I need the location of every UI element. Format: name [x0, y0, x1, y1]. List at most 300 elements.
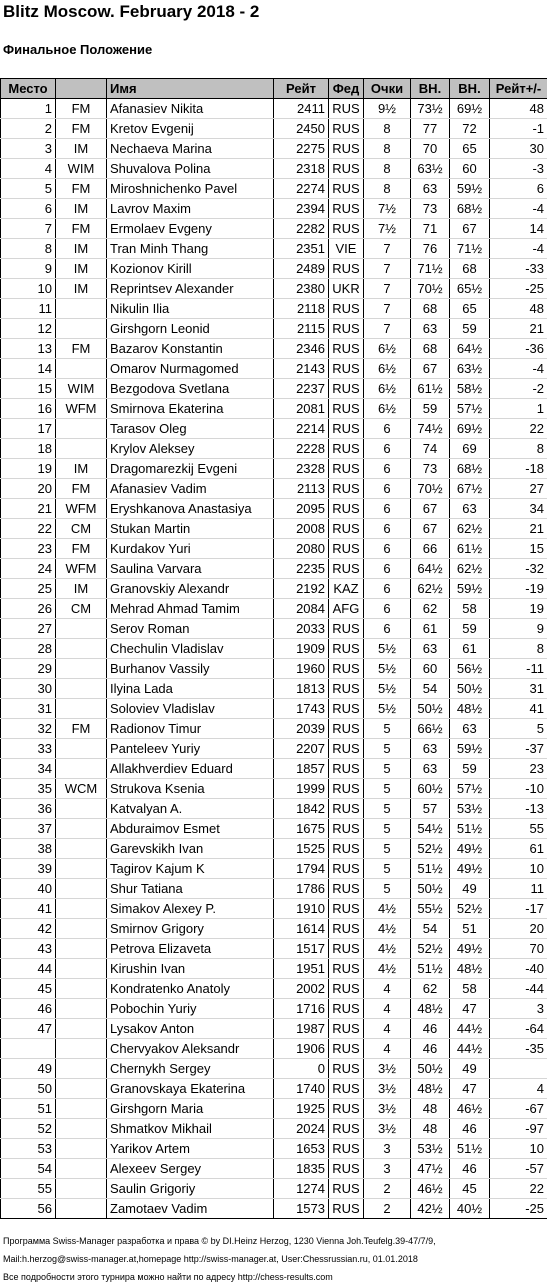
cell-points: 2 [364, 1179, 411, 1199]
cell-title: IM [56, 259, 107, 279]
cell-points: 6½ [364, 339, 411, 359]
cell-tiebreak-2: 62½ [450, 519, 490, 539]
cell-title [56, 859, 107, 879]
table-row [1, 839, 547, 859]
cell-name: Krylov Aleksey [107, 439, 274, 459]
cell-tiebreak-2: 58 [450, 979, 490, 999]
cell-title: FM [56, 719, 107, 739]
cell-points: 6 [364, 439, 411, 459]
cell-federation: RUS [329, 219, 364, 239]
table-row [1, 859, 547, 879]
cell-title [56, 899, 107, 919]
cell-tiebreak-1: 64½ [411, 559, 450, 579]
cell-rating: 1716 [274, 999, 329, 1019]
cell-name: Alexeev Sergey [107, 1159, 274, 1179]
cell-name: Simakov Alexey P. [107, 899, 274, 919]
table-row [1, 1099, 547, 1119]
cell-tiebreak-1: 48½ [411, 999, 450, 1019]
cell-name: Saulina Varvara [107, 559, 274, 579]
cell-rating-change: 11 [490, 879, 547, 899]
cell-name: Afanasiev Vadim [107, 479, 274, 499]
cell-rating-change: -25 [490, 279, 547, 299]
cell-rating: 0 [274, 1059, 329, 1079]
cell-rating: 2318 [274, 159, 329, 179]
cell-rating-change: 27 [490, 479, 547, 499]
cell-federation: RUS [329, 619, 364, 639]
cell-place: 3 [1, 139, 56, 159]
cell-tiebreak-1: 48 [411, 1119, 450, 1139]
cell-name: Katvalyan A. [107, 799, 274, 819]
cell-place: 23 [1, 539, 56, 559]
cell-name: Afanasiev Nikita [107, 99, 274, 119]
cell-tiebreak-2: 46½ [450, 1099, 490, 1119]
cell-title: WFM [56, 559, 107, 579]
cell-points: 6½ [364, 399, 411, 419]
cell-rating-change: -40 [490, 959, 547, 979]
cell-points: 8 [364, 139, 411, 159]
footer-line: Все подробности этого турнира можно найти по адресу http://chess-results.com [3, 1272, 333, 1282]
cell-title [56, 1079, 107, 1099]
cell-place: 43 [1, 939, 56, 959]
cell-tiebreak-1: 48 [411, 1099, 450, 1119]
cell-name: Shuvalova Polina [107, 159, 274, 179]
table-row [1, 299, 547, 319]
cell-name: Eryshkanova Anastasiya [107, 499, 274, 519]
page-subtitle: Финальное Положение [3, 42, 153, 57]
cell-rating: 2351 [274, 239, 329, 259]
cell-place: 40 [1, 879, 56, 899]
cell-name: Girshgorn Leonid [107, 319, 274, 339]
cell-tiebreak-1: 52½ [411, 839, 450, 859]
cell-tiebreak-1: 54 [411, 919, 450, 939]
cell-tiebreak-1: 61½ [411, 379, 450, 399]
cell-title [56, 1179, 107, 1199]
cell-rating: 2143 [274, 359, 329, 379]
cell-title: CM [56, 599, 107, 619]
cell-rating-change: 8 [490, 639, 547, 659]
cell-title [56, 959, 107, 979]
cell-title [56, 1039, 107, 1059]
cell-federation: RUS [329, 339, 364, 359]
cell-rating-change: 21 [490, 519, 547, 539]
cell-title: WCM [56, 779, 107, 799]
cell-name: Smirnova Ekaterina [107, 399, 274, 419]
cell-rating: 1910 [274, 899, 329, 919]
table-row [1, 819, 547, 839]
cell-name: Bezgodova Svetlana [107, 379, 274, 399]
cell-rating-change: 22 [490, 419, 547, 439]
cell-tiebreak-2: 49½ [450, 839, 490, 859]
cell-points: 4 [364, 999, 411, 1019]
cell-federation: RUS [329, 479, 364, 499]
cell-name: Abduraimov Esmet [107, 819, 274, 839]
cell-place: 30 [1, 679, 56, 699]
standings-table [0, 78, 547, 1219]
cell-name: Serov Roman [107, 619, 274, 639]
cell-rating: 1909 [274, 639, 329, 659]
cell-name: Chernykh Sergey [107, 1059, 274, 1079]
cell-tiebreak-1: 50½ [411, 1059, 450, 1079]
cell-federation: RUS [329, 799, 364, 819]
cell-rating-change: 70 [490, 939, 547, 959]
table-row [1, 879, 547, 899]
cell-tiebreak-1: 52½ [411, 939, 450, 959]
cell-title: FM [56, 539, 107, 559]
cell-tiebreak-1: 47½ [411, 1159, 450, 1179]
cell-title [56, 1199, 107, 1219]
cell-place: 14 [1, 359, 56, 379]
cell-tiebreak-2: 51 [450, 919, 490, 939]
cell-points: 7½ [364, 219, 411, 239]
table-row [1, 579, 547, 599]
table-row [1, 459, 547, 479]
cell-federation: RUS [329, 119, 364, 139]
cell-tiebreak-1: 70½ [411, 279, 450, 299]
cell-tiebreak-2: 67 [450, 219, 490, 239]
cell-tiebreak-2: 72 [450, 119, 490, 139]
cell-rating-change: 30 [490, 139, 547, 159]
cell-title [56, 419, 107, 439]
table-row [1, 539, 547, 559]
table-row [1, 659, 547, 679]
cell-rating-change: -33 [490, 259, 547, 279]
cell-tiebreak-1: 68 [411, 339, 450, 359]
cell-tiebreak-1: 63 [411, 639, 450, 659]
cell-rating-change: 1 [490, 399, 547, 419]
cell-title: FM [56, 479, 107, 499]
cell-tiebreak-2: 47 [450, 999, 490, 1019]
cell-place: 49 [1, 1059, 56, 1079]
cell-rating-change: 3 [490, 999, 547, 1019]
cell-tiebreak-1: 63 [411, 739, 450, 759]
cell-rating: 1614 [274, 919, 329, 939]
table-row [1, 179, 547, 199]
cell-place: 2 [1, 119, 56, 139]
cell-name: Yarikov Artem [107, 1139, 274, 1159]
cell-name: Ermolaev Evgeny [107, 219, 274, 239]
table-row [1, 99, 547, 119]
cell-tiebreak-1: 57 [411, 799, 450, 819]
cell-title [56, 1119, 107, 1139]
cell-title: FM [56, 219, 107, 239]
cell-rating-change: 31 [490, 679, 547, 699]
cell-rating: 1857 [274, 759, 329, 779]
cell-tiebreak-1: 48½ [411, 1079, 450, 1099]
cell-points: 4½ [364, 939, 411, 959]
cell-tiebreak-1: 42½ [411, 1199, 450, 1219]
cell-tiebreak-1: 74 [411, 439, 450, 459]
table-row [1, 1119, 547, 1139]
cell-points: 5 [364, 859, 411, 879]
cell-rating-change: -4 [490, 199, 547, 219]
cell-tiebreak-2: 64½ [450, 339, 490, 359]
table-row [1, 1199, 547, 1219]
cell-rating-change: -97 [490, 1119, 547, 1139]
cell-name: Kirushin Ivan [107, 959, 274, 979]
col-header-place: Место [1, 79, 56, 99]
cell-tiebreak-2: 63 [450, 499, 490, 519]
cell-rating: 1653 [274, 1139, 329, 1159]
cell-rating: 1951 [274, 959, 329, 979]
cell-rating: 1786 [274, 879, 329, 899]
cell-federation: RUS [329, 699, 364, 719]
cell-tiebreak-2: 49 [450, 879, 490, 899]
cell-name: Tagirov Kajum K [107, 859, 274, 879]
cell-rating: 1675 [274, 819, 329, 839]
table-row [1, 199, 547, 219]
cell-title [56, 759, 107, 779]
col-header-title [56, 79, 107, 99]
cell-tiebreak-2: 46 [450, 1119, 490, 1139]
cell-tiebreak-1: 60½ [411, 779, 450, 799]
cell-name: Dragomarezkij Evgeni [107, 459, 274, 479]
cell-points: 5½ [364, 639, 411, 659]
cell-tiebreak-2: 53½ [450, 799, 490, 819]
cell-tiebreak-2: 59 [450, 319, 490, 339]
table-row [1, 1139, 547, 1159]
cell-place: 13 [1, 339, 56, 359]
cell-place: 47 [1, 1019, 56, 1039]
cell-place: 45 [1, 979, 56, 999]
cell-rating-change: 9 [490, 619, 547, 639]
cell-federation: RUS [329, 879, 364, 899]
cell-rating-change: 19 [490, 599, 547, 619]
cell-rating-change: -25 [490, 1199, 547, 1219]
cell-federation: RUS [329, 779, 364, 799]
cell-tiebreak-1: 46½ [411, 1179, 450, 1199]
table-row [1, 1039, 547, 1059]
cell-title [56, 299, 107, 319]
cell-rating-change: -3 [490, 159, 547, 179]
cell-federation: RUS [329, 1119, 364, 1139]
table-row [1, 939, 547, 959]
table-header-row [1, 79, 547, 99]
cell-tiebreak-2: 62½ [450, 559, 490, 579]
cell-title: WFM [56, 499, 107, 519]
table-row [1, 779, 547, 799]
cell-place: 11 [1, 299, 56, 319]
table-row [1, 899, 547, 919]
cell-rating: 2346 [274, 339, 329, 359]
cell-points: 6 [364, 619, 411, 639]
cell-points: 6 [364, 419, 411, 439]
cell-points: 6 [364, 599, 411, 619]
cell-points: 3 [364, 1139, 411, 1159]
cell-federation: RUS [329, 419, 364, 439]
cell-federation: RUS [329, 819, 364, 839]
cell-place: 37 [1, 819, 56, 839]
cell-rating: 1573 [274, 1199, 329, 1219]
table-row [1, 279, 547, 299]
page-title: Blitz Moscow. February 2018 - 2 [3, 2, 260, 21]
cell-title: IM [56, 459, 107, 479]
cell-rating-change [490, 1059, 547, 1079]
cell-title: WFM [56, 399, 107, 419]
cell-points: 5 [364, 879, 411, 899]
cell-rating: 2095 [274, 499, 329, 519]
cell-federation: RUS [329, 1139, 364, 1159]
cell-rating: 2080 [274, 539, 329, 559]
cell-rating-change: -36 [490, 339, 547, 359]
cell-rating-change: -18 [490, 459, 547, 479]
cell-tiebreak-1: 71½ [411, 259, 450, 279]
cell-points: 7 [364, 299, 411, 319]
cell-place: 34 [1, 759, 56, 779]
cell-tiebreak-2: 58 [450, 599, 490, 619]
cell-tiebreak-1: 54½ [411, 819, 450, 839]
cell-title [56, 639, 107, 659]
cell-tiebreak-1: 74½ [411, 419, 450, 439]
cell-rating: 2235 [274, 559, 329, 579]
cell-rating: 2084 [274, 599, 329, 619]
cell-points: 5 [364, 759, 411, 779]
cell-tiebreak-2: 40½ [450, 1199, 490, 1219]
cell-title: FM [56, 339, 107, 359]
cell-title: IM [56, 579, 107, 599]
table-row [1, 219, 547, 239]
cell-federation: RUS [329, 979, 364, 999]
cell-place: 44 [1, 959, 56, 979]
cell-tiebreak-1: 73 [411, 459, 450, 479]
cell-tiebreak-1: 62 [411, 979, 450, 999]
cell-title [56, 1159, 107, 1179]
table-row [1, 1019, 547, 1039]
cell-tiebreak-1: 76 [411, 239, 450, 259]
cell-tiebreak-1: 73 [411, 199, 450, 219]
cell-place: 56 [1, 1199, 56, 1219]
cell-tiebreak-2: 71½ [450, 239, 490, 259]
cell-rating-change: 55 [490, 819, 547, 839]
cell-name: Burhanov Vassily [107, 659, 274, 679]
cell-tiebreak-1: 51½ [411, 859, 450, 879]
cell-federation: RUS [329, 259, 364, 279]
cell-rating: 2024 [274, 1119, 329, 1139]
cell-name: Granovskiy Alexandr [107, 579, 274, 599]
cell-place: 36 [1, 799, 56, 819]
cell-tiebreak-1: 77 [411, 119, 450, 139]
cell-federation: RUS [329, 859, 364, 879]
table-row [1, 379, 547, 399]
cell-title: WIM [56, 159, 107, 179]
cell-tiebreak-1: 62 [411, 599, 450, 619]
cell-points: 5½ [364, 659, 411, 679]
table-row [1, 599, 547, 619]
cell-rating-change: 41 [490, 699, 547, 719]
cell-points: 5 [364, 819, 411, 839]
cell-place: 38 [1, 839, 56, 859]
cell-rating-change: -1 [490, 119, 547, 139]
cell-place: 25 [1, 579, 56, 599]
cell-rating: 1960 [274, 659, 329, 679]
cell-federation: RUS [329, 139, 364, 159]
cell-title: IM [56, 239, 107, 259]
cell-rating: 1740 [274, 1079, 329, 1099]
cell-rating-change: -2 [490, 379, 547, 399]
cell-rating: 1794 [274, 859, 329, 879]
cell-title [56, 839, 107, 859]
cell-title [56, 659, 107, 679]
cell-federation: RUS [329, 519, 364, 539]
col-header-rating-change: Рейт+/- [490, 79, 547, 99]
cell-tiebreak-1: 63 [411, 319, 450, 339]
cell-title [56, 699, 107, 719]
cell-tiebreak-1: 62½ [411, 579, 450, 599]
cell-rating-change: -32 [490, 559, 547, 579]
cell-title [56, 919, 107, 939]
col-header-rating: Рейт [274, 79, 329, 99]
cell-rating: 2115 [274, 319, 329, 339]
cell-points: 7 [364, 239, 411, 259]
cell-name: Soloviev Vladislav [107, 699, 274, 719]
cell-points: 6½ [364, 379, 411, 399]
cell-rating: 2380 [274, 279, 329, 299]
table-row [1, 319, 547, 339]
cell-rating-change: 10 [490, 859, 547, 879]
cell-tiebreak-2: 69 [450, 439, 490, 459]
cell-federation: RUS [329, 959, 364, 979]
cell-place: 28 [1, 639, 56, 659]
cell-rating: 1835 [274, 1159, 329, 1179]
footer-line: Mail:h.herzog@swiss-manager.at,homepage http://swiss-manager.at, User:Chessrussian.ru, 01.01.2018 [3, 1254, 418, 1264]
cell-place: 42 [1, 919, 56, 939]
cell-federation: RUS [329, 199, 364, 219]
table-row [1, 999, 547, 1019]
cell-name: Stukan Martin [107, 519, 274, 539]
cell-federation: RUS [329, 639, 364, 659]
cell-title [56, 879, 107, 899]
cell-name: Lavrov Maxim [107, 199, 274, 219]
table-row [1, 519, 547, 539]
cell-tiebreak-1: 70½ [411, 479, 450, 499]
cell-tiebreak-1: 71 [411, 219, 450, 239]
table-row [1, 639, 547, 659]
cell-tiebreak-2: 59½ [450, 579, 490, 599]
cell-title [56, 799, 107, 819]
cell-rating-change: -19 [490, 579, 547, 599]
cell-name: Panteleev Yuriy [107, 739, 274, 759]
cell-federation: RUS [329, 919, 364, 939]
cell-rating-change: 23 [490, 759, 547, 779]
cell-federation: RUS [329, 1179, 364, 1199]
table-row [1, 1059, 547, 1079]
cell-place: 21 [1, 499, 56, 519]
cell-federation: RUS [329, 379, 364, 399]
cell-rating-change: -11 [490, 659, 547, 679]
cell-federation: RUS [329, 1199, 364, 1219]
col-header-tiebreak-1: ВН. [411, 79, 450, 99]
cell-title [56, 679, 107, 699]
cell-rating-change: 5 [490, 719, 547, 739]
cell-tiebreak-2: 59½ [450, 739, 490, 759]
cell-place: 39 [1, 859, 56, 879]
cell-title: WIM [56, 379, 107, 399]
cell-rating-change: -44 [490, 979, 547, 999]
cell-tiebreak-2: 48½ [450, 699, 490, 719]
table-row [1, 359, 547, 379]
cell-rating: 2394 [274, 199, 329, 219]
cell-name: Chervyakov Aleksandr [107, 1039, 274, 1059]
cell-points: 4½ [364, 959, 411, 979]
cell-rating-change: 48 [490, 99, 547, 119]
cell-rating: 1743 [274, 699, 329, 719]
cell-rating: 2081 [274, 399, 329, 419]
cell-rating-change: -64 [490, 1019, 547, 1039]
cell-place: 20 [1, 479, 56, 499]
cell-rating-change: 10 [490, 1139, 547, 1159]
cell-name: Shmatkov Mikhail [107, 1119, 274, 1139]
cell-rating-change: -4 [490, 239, 547, 259]
cell-points: 7½ [364, 199, 411, 219]
